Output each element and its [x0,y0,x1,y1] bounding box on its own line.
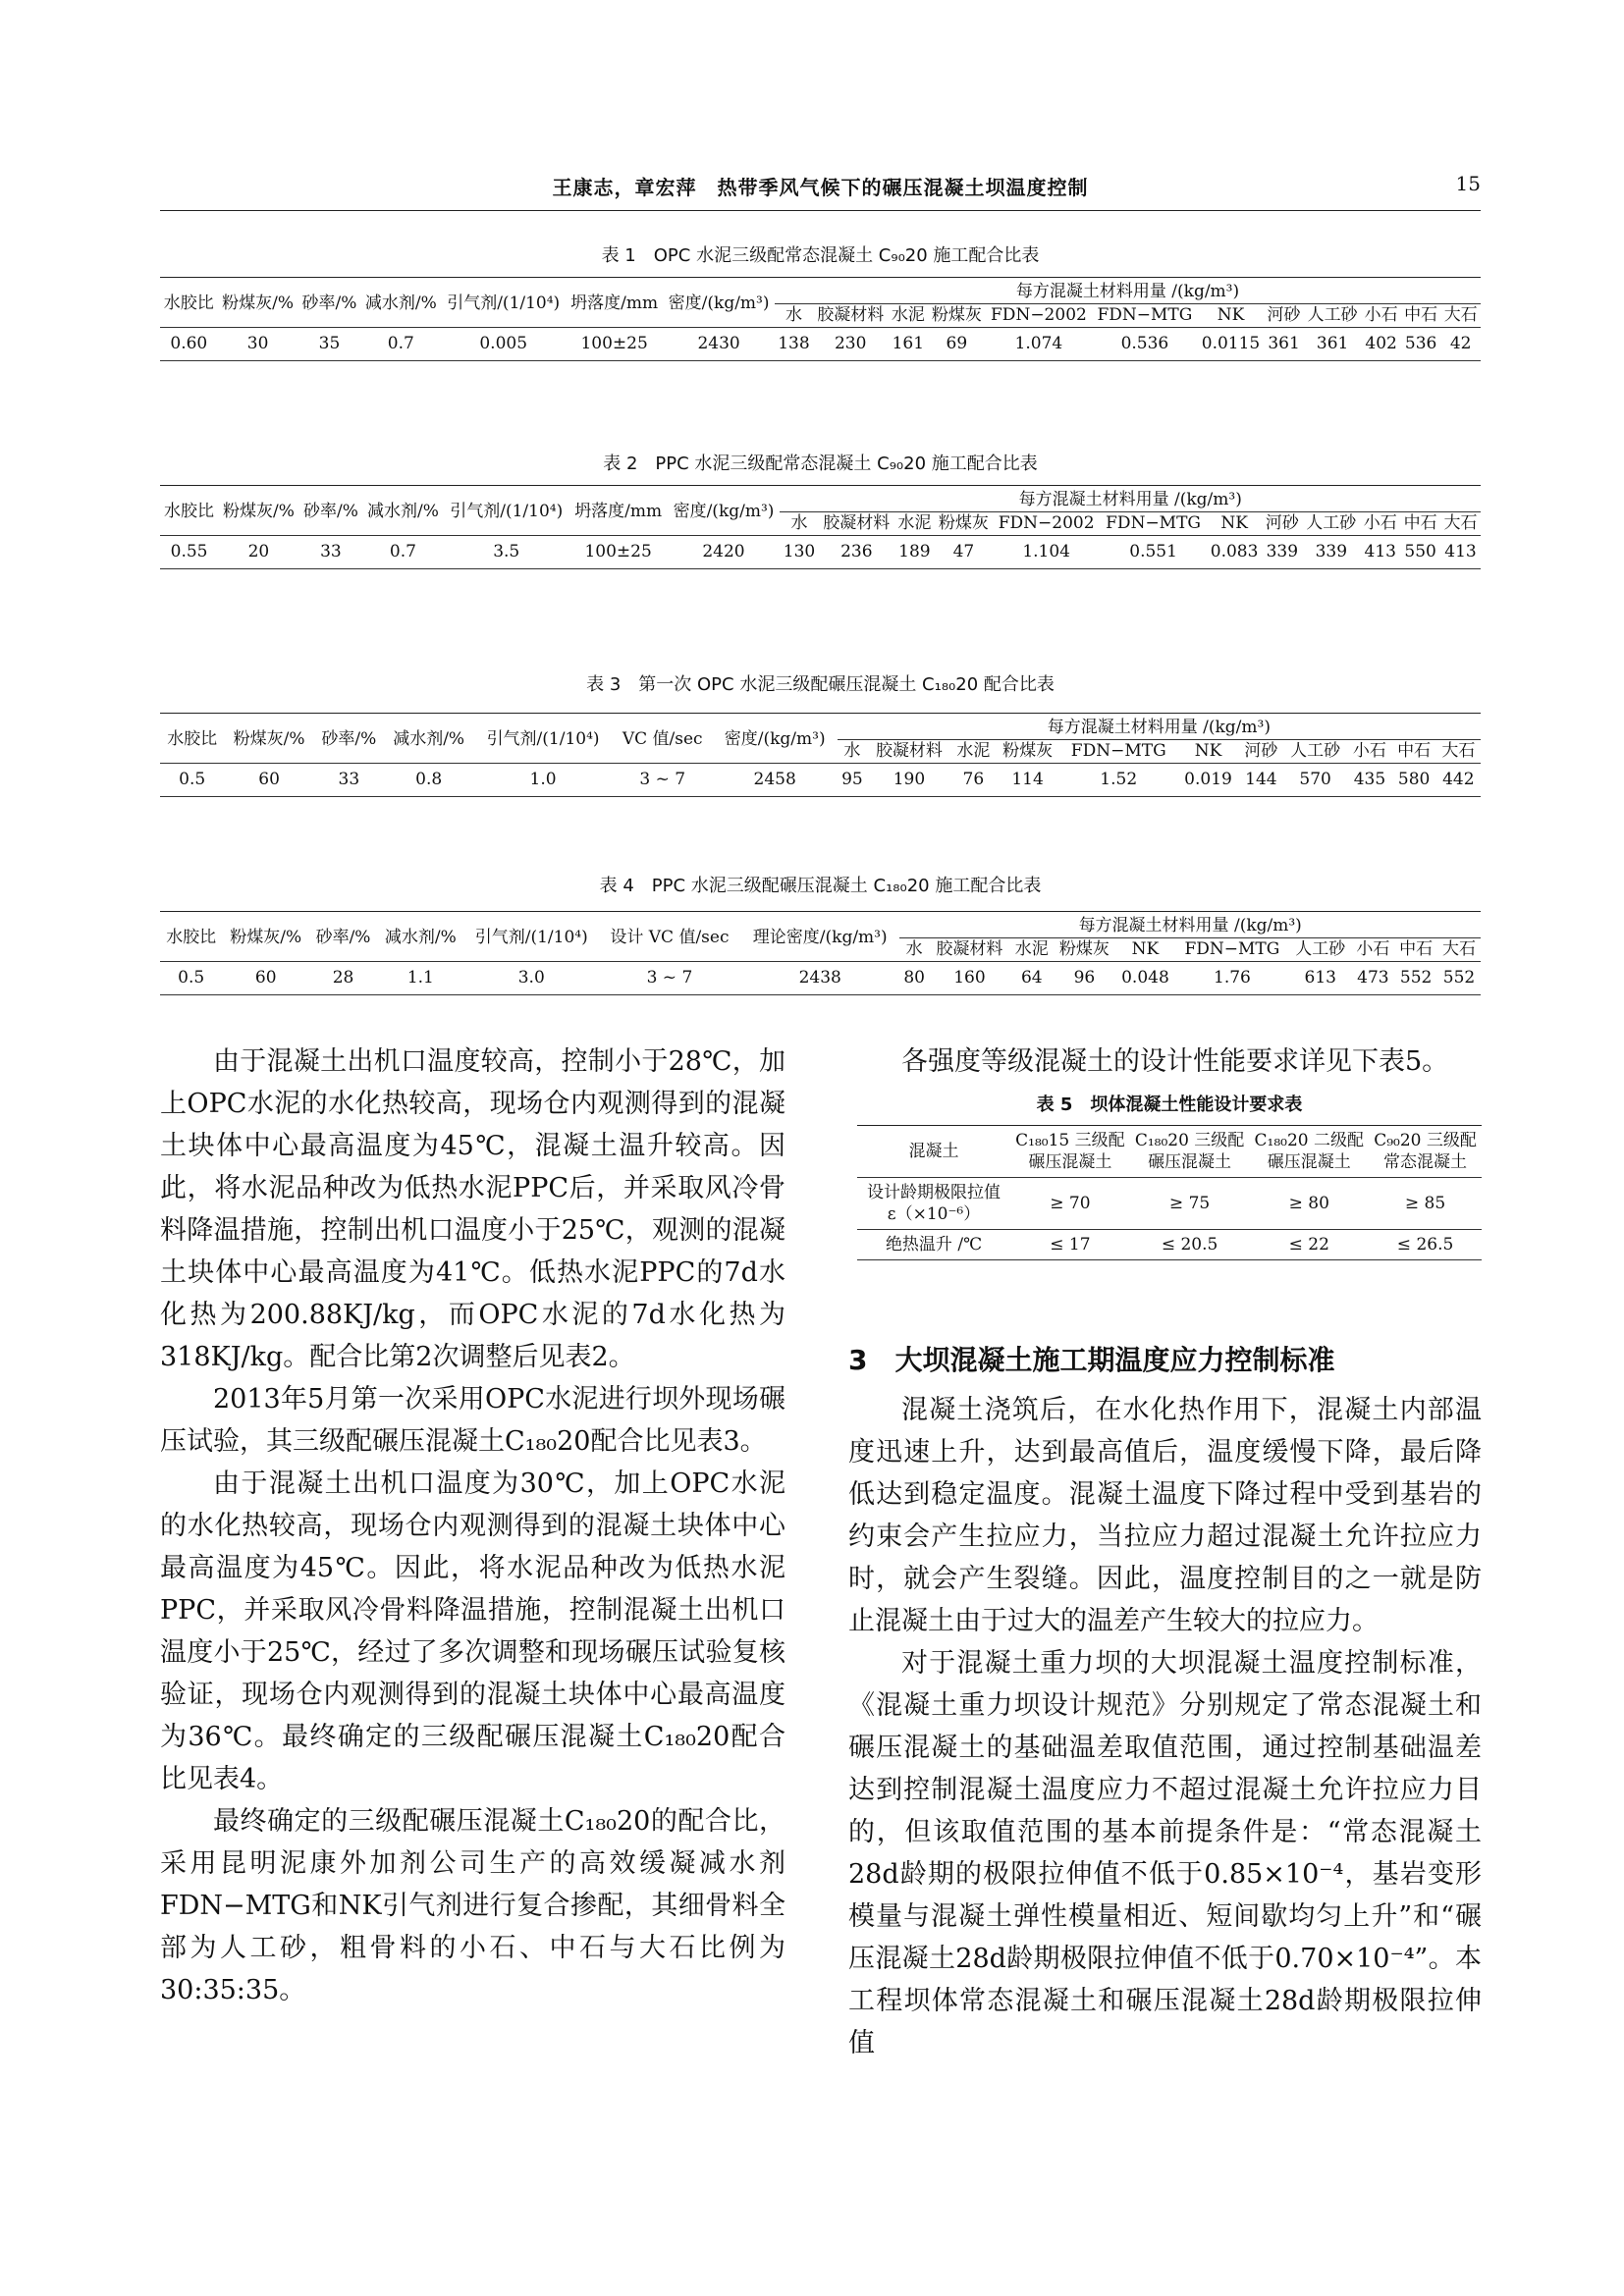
table-cell: 230 [813,328,889,361]
table5-header-cell: C₁₈₀20 二级配碾压混凝土 [1249,1126,1369,1178]
table-cell: 35 [298,328,361,361]
table-header-cell: 大石 [1441,741,1476,761]
table-cell: 0.0115 [1198,328,1265,361]
table-header-cell: 密度/(kg/m³) [724,729,826,749]
right-intro [848,1041,1482,1083]
table-header-cell: 引气剂/(1/10⁴) [474,928,588,947]
table-header-cell: 水 [843,741,861,761]
table5-cell: ≤ 22 [1249,1230,1369,1260]
table5-cell: ≤ 26.5 [1369,1230,1482,1260]
table-cell: 0.536 [1092,328,1198,361]
table-header-cell: FDN−MTG [1184,939,1280,959]
paragraph: 由于混凝土出机口温度较高，控制小于28℃，加上OPC水泥的水化热较高，现场仓内观测得到的混凝土块体中心最高温度为45℃，混凝土温升较高。因此，将水泥品种改为低热水泥PPC后，并采取风冷骨料降温措施，控制出机口温度小于25℃，观测的混凝土块体中心最高温度为41℃。低热水泥PPC的7d水化热为200.88KJ/kg，而OPC水泥的7d水化热为318KJ/kg。配合比第2次调整后见表2。 [160,1046,785,1372]
table5-cell: ≤ 20.5 [1130,1230,1250,1260]
table-header-cell: FDN−MTG [1070,741,1166,761]
table-cell: 161 [889,328,928,361]
table-cell: 0.7 [362,536,444,569]
table5-cell: ≥ 75 [1130,1178,1250,1230]
table-cell: 3 ~ 7 [613,764,713,797]
table-header-cell: 水胶比 [163,294,214,313]
table-cell: 435 [1347,764,1391,797]
table-cell: 1.52 [1059,764,1177,797]
table2 [160,485,1481,569]
table5-cell: ≥ 85 [1369,1178,1482,1230]
paragraph: 由于混凝土出机口温度为30℃，加上OPC水泥的水化热较高，现场仓内观测得到的混凝土块体中心最高温度为45℃。因此，将水泥品种改为低热水泥PPC，并采取风冷骨料降温措施，控制混凝土出机口温度小于25℃，经过了多次调整和现场碾压试验复核验证，现场仓内观测得到的混凝土块体中心最高温度为36℃。最终确定的三级配碾压混凝土C₁₈₀20配合比见表4。 [160,1468,785,1794]
table-header-cell: 粉煤灰/% [230,928,302,947]
table-cell: 95 [838,764,867,797]
table-cell: 60 [222,962,309,995]
table-header-cell: 胶凝材料 [875,741,943,761]
table5-header-cell: C₁₈₀20 三级配碾压混凝土 [1130,1126,1250,1178]
table-cell: 613 [1289,962,1351,995]
table1 [160,277,1481,361]
table-header-cell: 水胶比 [164,502,215,521]
table-header-cell: 大石 [1443,305,1478,325]
table-header-cell: 河砂 [1267,305,1301,325]
table-cell: 550 [1400,536,1440,569]
table5-cell: ≥ 80 [1249,1178,1369,1230]
table-row [857,1230,1482,1260]
table-header-cell: 坍落度/mm [570,294,659,313]
table-header-cell: 水 [785,305,802,325]
table-cell: 402 [1361,328,1400,361]
table-cell: 2430 [663,328,775,361]
table-header-cell: 密度/(kg/m³) [673,502,775,521]
table-header-cell: 水胶比 [167,729,218,749]
table-header-cell: 粉煤灰 [1002,741,1054,761]
table5-header-cell: C₉₀20 三级配常态混凝土 [1369,1126,1482,1178]
table-cell: 2420 [668,536,781,569]
table5-cell: 设计龄期极限拉值 ε（×10⁻⁶） [857,1178,1010,1230]
table-cell: 339 [1302,536,1360,569]
table-cell: 442 [1436,764,1481,797]
table-header-cell: 中石 [1404,305,1438,325]
table-header-cell: 粉煤灰 [931,305,982,325]
table-cell: 361 [1264,328,1303,361]
table-header-cell: 中石 [1399,939,1434,959]
table-row [857,1178,1482,1230]
paragraph: 各强度等级混凝土的设计性能要求详见下表5。 [901,1046,1449,1077]
table-cell: 236 [819,536,894,569]
table-header-cell: 水 [905,939,923,959]
table-header-cell: 引气剂/(1/10⁴) [447,294,561,313]
table-cell: 413 [1360,536,1400,569]
table-header-cell: NK [1220,513,1248,533]
table-cell: 473 [1351,962,1394,995]
table-cell: 130 [780,536,818,569]
table-cell: 3.5 [444,536,569,569]
table-cell: 190 [867,764,951,797]
table-header-cell: 河砂 [1265,513,1299,533]
table-cell: 361 [1304,328,1362,361]
table5-cell: ≤ 17 [1010,1230,1130,1260]
table-cell: 339 [1262,536,1302,569]
table-header-cell: VC 值/sec [622,729,703,749]
running-title: 王康志，章宏萍 热带季风气候下的碾压混凝土坝温度控制 [552,176,1089,199]
table-header-cell: 砂率/% [321,729,377,749]
table-cell: 0.55 [160,536,218,569]
table-cell: 552 [1437,962,1481,995]
table-header-cell: 砂率/% [302,502,358,521]
table-cell: 3.0 [464,962,599,995]
table-cell: 0.7 [360,328,441,361]
table-cell: 2438 [740,962,899,995]
left-column [160,1041,785,2011]
table-header-cell: FDN−MTG [1097,305,1193,325]
table-header-cell: 小石 [1356,939,1390,959]
table-header-cell: 胶凝材料 [823,513,891,533]
table-cell: 80 [899,962,929,995]
table-cell: 2458 [713,764,838,797]
table-header-cell: 大石 [1443,513,1478,533]
table-row [160,328,1481,361]
group-header: 每方混凝土材料用量 /(kg/m³) [775,278,1481,304]
table-cell: 33 [299,536,362,569]
table-cell: 3 ~ 7 [599,962,740,995]
table-header-cell: 粉煤灰/% [222,502,295,521]
table-cell: 76 [951,764,996,797]
table-header-cell: 胶凝材料 [817,305,885,325]
table-cell: 96 [1054,962,1115,995]
right-column [848,1389,1482,2064]
table-row [160,764,1481,797]
table-cell: 536 [1401,328,1440,361]
table-header-cell: FDN−2002 [998,513,1095,533]
table-cell: 0.551 [1100,536,1206,569]
table-cell: 0.8 [384,764,473,797]
table-cell: 114 [996,764,1059,797]
table-cell: 28 [309,962,377,995]
table-cell: 189 [894,536,935,569]
table-header-cell: NK [1194,741,1222,761]
running-header [160,172,1481,203]
page-number: 15 [1455,172,1481,195]
table-header-cell: 砂率/% [301,294,357,313]
table-cell: 100±25 [566,328,663,361]
table-header-cell: FDN−2002 [991,305,1087,325]
paragraph: 2013年5月第一次采用OPC水泥进行坝外现场碾压试验，其三级配碾压混凝土C₁₈₀20配合比见表3。 [160,1384,785,1457]
table-header-cell: 胶凝材料 [936,939,1003,959]
table-header-cell: 密度/(kg/m³) [668,294,770,313]
table-cell: 413 [1440,536,1481,569]
table5-header-cell: C₁₈₀15 三级配碾压混凝土 [1010,1126,1130,1178]
table3 [160,713,1481,797]
table-header-cell: 水泥 [1014,939,1049,959]
table-cell: 69 [928,328,986,361]
group-header: 每方混凝土材料用量 /(kg/m³) [838,714,1481,740]
table-header-cell: 中石 [1403,513,1437,533]
table-cell: 0.005 [441,328,566,361]
table-cell: 64 [1010,962,1054,995]
table-header-cell: NK [1217,305,1245,325]
table-cell: 570 [1283,764,1347,797]
group-header: 每方混凝土材料用量 /(kg/m³) [780,486,1481,512]
table-cell: 552 [1394,962,1437,995]
paragraph: 对于混凝土重力坝的大坝混凝土温度控制标准，《混凝土重力坝设计规范》分别规定了常态混凝土和碾压混凝土的基础温差取值范围，通过控制基础温差达到控制混凝土温度应力不超过混凝土允许拉应力目的，但该取值范围的基本前提条件是：“常态混凝土28d龄期的极限拉伸值不低于0.85×10⁻⁴，基岩变形模量与混凝土弹性模量相近、短间歇均匀上升”和“碾压混凝土28d龄期极限拉伸值不低于0.70×10⁻⁴”。本工程坝体常态混凝土和碾压混凝土28d龄期极限拉伸值 [848,1648,1482,2058]
table-header-cell: 引气剂/(1/10⁴) [486,729,600,749]
group-header: 每方混凝土材料用量 /(kg/m³) [899,912,1481,938]
table-cell: 42 [1440,328,1481,361]
table-cell: 33 [314,764,384,797]
table-header-cell: 粉煤灰 [1058,939,1110,959]
table-cell: 1.1 [377,962,464,995]
table-cell: 0.083 [1207,536,1263,569]
table5-cell: 绝热温升 /℃ [857,1230,1010,1260]
table-header-cell: 减水剂/% [384,928,457,947]
table-header-cell: 减水剂/% [393,729,465,749]
table-cell: 144 [1239,764,1283,797]
table-header-cell: 理论密度/(kg/m³) [752,928,888,947]
section-heading: 3 大坝混凝土施工期温度应力控制标准 [848,1344,1335,1376]
table-cell: 1.104 [993,536,1100,569]
table-header-cell: 粉煤灰/% [233,729,305,749]
table4-caption: 表 4 PPC 水泥三级配碾压混凝土 C₁₈₀20 施工配合比表 [599,876,1042,896]
table3-caption: 表 3 第一次 OPC 水泥三级配碾压混凝土 C₁₈₀20 配合比表 [586,674,1055,695]
table-cell: 1.76 [1175,962,1289,995]
paragraph: 最终确定的三级配碾压混凝土C₁₈₀20的配合比，采用昆明泥康外加剂公司生产的高效缓凝减水剂FDN−MTG和NK引气剂进行复合掺配，其细骨料全部为人工砂，粗骨料的小石、中石与大石比例为30:35:35。 [160,1806,785,2005]
table-header-cell: FDN−MTG [1106,513,1202,533]
table-header-cell: 人工砂 [1290,741,1341,761]
table2-caption: 表 2 PPC 水泥三级配常态混凝土 C₉₀20 施工配合比表 [603,454,1038,474]
table-header-cell: 河砂 [1244,741,1278,761]
table-cell: 100±25 [569,536,668,569]
table-header-cell: 人工砂 [1295,939,1346,959]
table-cell: 0.019 [1177,764,1239,797]
table-header-cell: NK [1131,939,1160,959]
table5-header-cell: 混凝土 [857,1126,1010,1178]
header-rule [160,210,1481,211]
table-header-cell: 减水剂/% [364,294,437,313]
table-cell: 580 [1392,764,1436,797]
table-header-cell: 砂率/% [315,928,371,947]
table1-caption: 表 1 OPC 水泥三级配常态混凝土 C₉₀20 施工配合比表 [601,245,1040,266]
table-header-cell: 水泥 [897,513,932,533]
table-cell: 1.074 [986,328,1093,361]
table-row [160,962,1481,995]
table-header-cell: 人工砂 [1307,305,1358,325]
table-cell: 160 [929,962,1010,995]
table-header-cell: 水泥 [956,741,991,761]
table-header-cell: 水 [790,513,808,533]
table-header-cell: 减水剂/% [367,502,439,521]
table-header-cell: 坍落度/mm [574,502,663,521]
table-cell: 0.5 [160,764,224,797]
table5 [857,1125,1482,1260]
table-header-cell: 人工砂 [1306,513,1357,533]
table-cell: 30 [218,328,298,361]
table-header-cell: 设计 VC 值/sec [610,928,730,947]
table-header-cell: 水胶比 [166,928,217,947]
table-cell: 0.048 [1115,962,1175,995]
table4 [160,911,1481,995]
table-cell: 20 [218,536,299,569]
table-header-cell: 粉煤灰 [938,513,989,533]
table-header-cell: 小石 [1363,513,1397,533]
table-header-cell: 引气剂/(1/10⁴) [450,502,564,521]
table-row [160,536,1481,569]
table-cell: 0.5 [160,962,222,995]
table-header-cell: 小石 [1352,741,1386,761]
table-header-cell: 小石 [1364,305,1398,325]
table-cell: 0.60 [160,328,218,361]
table-header-cell: 大石 [1442,939,1477,959]
paragraph: 混凝土浇筑后，在水化热作用下，混凝土内部温度迅速上升，达到最高值后，温度缓慢下降，最后降低达到稳定温度。混凝土温度下降过程中受到基岩的约束会产生拉应力，当拉应力超过混凝土允许拉应力时，就会产生裂缝。因此，温度控制目的之一就是防止混凝土由于过大的温差产生较大的拉应力。 [848,1395,1482,1636]
table-cell: 1.0 [473,764,612,797]
table-cell: 47 [935,536,993,569]
table-cell: 60 [224,764,313,797]
table-header-cell: 中石 [1397,741,1432,761]
table-header-cell: 粉煤灰/% [222,294,295,313]
table5-cell: ≥ 70 [1010,1178,1130,1230]
table-header-cell: 水泥 [891,305,925,325]
table-cell: 138 [775,328,813,361]
table5-caption: 表 5 坝体混凝土性能设计要求表 [1036,1095,1303,1115]
